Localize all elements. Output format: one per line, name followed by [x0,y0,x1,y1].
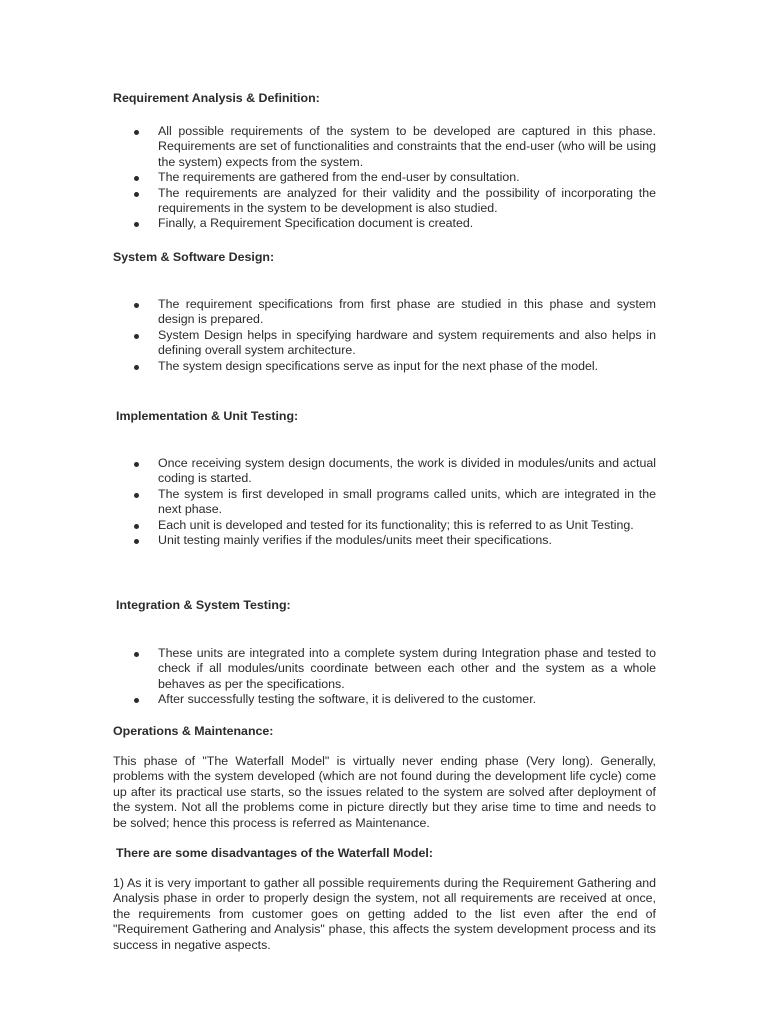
list-item [113,216,656,231]
list-item-text: The requirement specifications from first phase are studied in this phase and system design is prepared. [158,297,656,327]
bullet-icon [134,539,139,544]
bullet-icon [134,176,139,181]
bullet-icon [134,334,139,339]
bullet-icon [134,524,139,529]
list-item [113,692,656,707]
list-system-software-design [113,297,656,374]
list-item [113,533,656,548]
list-item-text: All possible requirements of the system to be developed are captured in this phase. Requirements are set of functionalities and constraints that the end-user (who will be using the system) expects from the system. [158,124,656,169]
bullet-icon [134,130,139,135]
list-requirement-analysis [113,124,656,232]
list-item [113,186,656,217]
list-item-text: These units are integrated into a complete system during Integration phase and tested to check if all modules/units coordinate between each other and the system as a whole behaves as per the specifications. [158,646,656,691]
list-item-text: Each unit is developed and tested for its functionality; this is referred to as Unit Testing. [158,517,634,532]
list-item [113,646,656,692]
list-item-text: Finally, a Requirement Specification document is created. [158,216,474,231]
list-item-text: The system is first developed in small programs called units, which are integrated in the next phase. [158,486,656,517]
list-item-text: After successfully testing the software, it is delivered to the customer. [158,692,537,707]
list-item-text: Unit testing mainly verifies if the modules/units meet their specifications. [158,533,552,548]
list-implementation-unit-testing [113,456,656,548]
list-item [113,487,656,518]
list-item [113,359,656,374]
heading-integration-system-testing: Integration & System Testing: [116,598,291,612]
list-item [113,297,656,328]
bullet-icon [134,698,139,703]
list-item [113,456,656,487]
list-item-text: System Design helps in specifying hardware and system requirements and also helps in defining overall system architecture. [158,327,656,358]
bullet-icon [134,192,139,197]
bullet-icon [134,652,139,657]
heading-disadvantages: There are some disadvantages of the Waterfall Model: [116,846,433,860]
list-item-text: The requirements are gathered from the end-user by consultation. [158,170,520,185]
bullet-icon [134,365,139,370]
list-item [113,518,656,533]
heading-system-software-design: System & Software Design: [113,250,275,264]
paragraph-operations-maintenance: This phase of "The Waterfall Model" is virtually never ending phase (Very long). Generally, problems with the system developed (which are not found during the development life cycle) come up after its practical use starts, so the issues related to the system are solved after deployment of the system. Not all the problems come in picture directly but they arise time to time and needs to be solved; hence this process is referred as Maintenance. [113,754,656,830]
heading-requirement-analysis: Requirement Analysis & Definition: [113,91,320,105]
list-item [113,170,656,185]
heading-implementation-unit-testing: Implementation & Unit Testing: [116,409,299,423]
bullet-icon [134,462,139,467]
list-item-text: The requirements are analyzed for their validity and the possibility of incorporating the requirements in the system to be development is also studied. [158,185,656,216]
heading-operations-maintenance: Operations & Maintenance: [113,724,274,738]
list-item-text: The system design specifications serve as input for the next phase of the model. [158,358,599,373]
list-item [113,328,656,359]
bullet-icon [134,493,139,498]
bullet-icon [134,222,139,227]
list-item [113,124,656,170]
list-integration-system-testing [113,646,656,708]
bullet-icon [134,303,139,308]
list-item-text: Once receiving system design documents, the work is divided in modules/units and actual coding is started. [158,456,656,486]
paragraph-disadvantages: 1) As it is very important to gather all possible requirements during the Requirement Gathering and Analysis phase in order to properly design the system, not all requirements are received at once, the requirements from customer goes on getting added to the list even after the end of "Requirement Gathering and Analysis" phase, this affects the system development process and its success in negative aspects. [113,876,656,952]
